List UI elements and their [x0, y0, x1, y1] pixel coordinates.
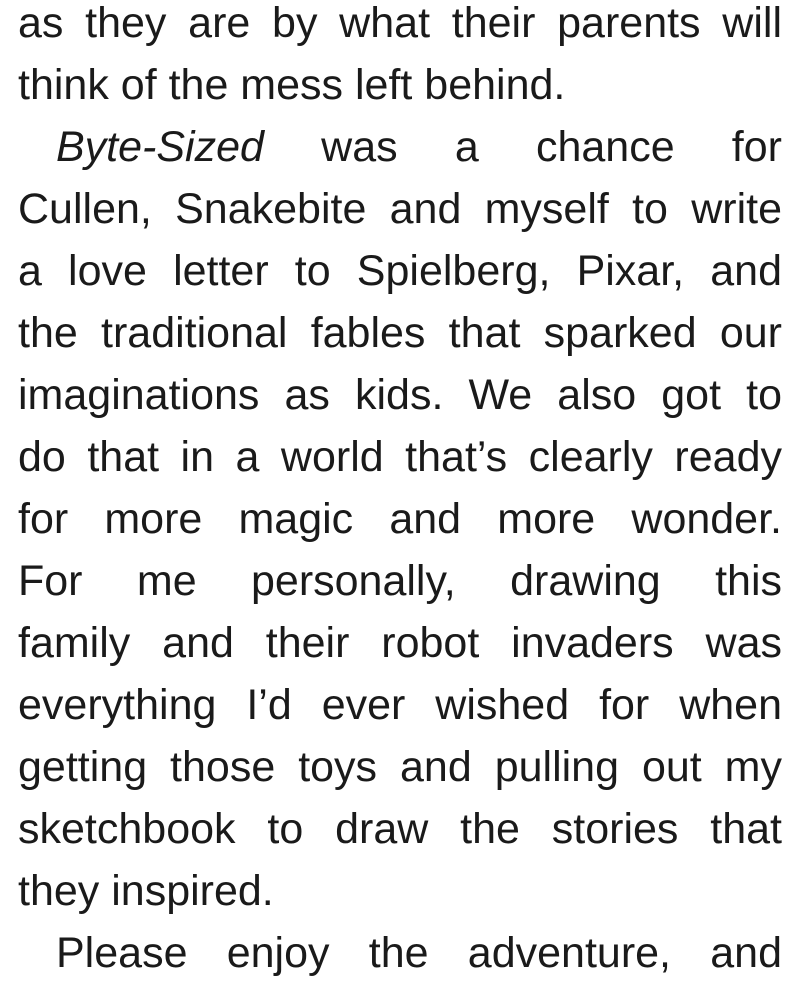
- text-segment: think of the mess left behind.: [18, 61, 566, 109]
- text-line: [18, 178, 782, 240]
- text-line: [18, 240, 782, 302]
- text-line: [18, 302, 782, 364]
- text-line: [18, 54, 782, 116]
- text-segment: for more magic and more wonder.: [18, 495, 782, 543]
- text-line: [18, 0, 782, 54]
- text-segment: Please enjoy the adventure, and: [56, 929, 782, 977]
- text-line: [18, 736, 782, 798]
- text-segment: was a chance for: [263, 123, 782, 171]
- text-line: [18, 116, 782, 178]
- text-line: [18, 922, 782, 984]
- body-text: [18, 0, 782, 984]
- italic-title: Byte-Sized: [56, 123, 264, 171]
- text-line: [18, 364, 782, 426]
- text-segment: do that in a world that’s clearly ready: [18, 433, 782, 481]
- text-line: [18, 550, 782, 612]
- text-line: [18, 674, 782, 736]
- text-segment: family and their robot invaders was: [18, 619, 782, 667]
- text-line: [18, 488, 782, 550]
- text-segment: as they are by what their parents will: [18, 0, 782, 47]
- text-segment: sketchbook to draw the stories that: [18, 805, 782, 853]
- text-line: [18, 860, 782, 922]
- text-segment: a love letter to Spielberg, Pixar, and: [18, 247, 782, 295]
- text-segment: imaginations as kids. We also got to: [18, 371, 782, 419]
- text-segment: getting those toys and pulling out my: [18, 743, 782, 791]
- text-segment: For me personally, drawing this: [18, 557, 782, 605]
- text-segment: they inspired.: [18, 867, 274, 915]
- text-segment: everything I’d ever wished for when: [18, 681, 782, 729]
- text-line: [18, 798, 782, 860]
- text-line: [18, 426, 782, 488]
- text-segment: Cullen, Snakebite and myself to write: [18, 185, 782, 233]
- text-line: [18, 612, 782, 674]
- text-segment: the traditional fables that sparked our: [18, 309, 782, 357]
